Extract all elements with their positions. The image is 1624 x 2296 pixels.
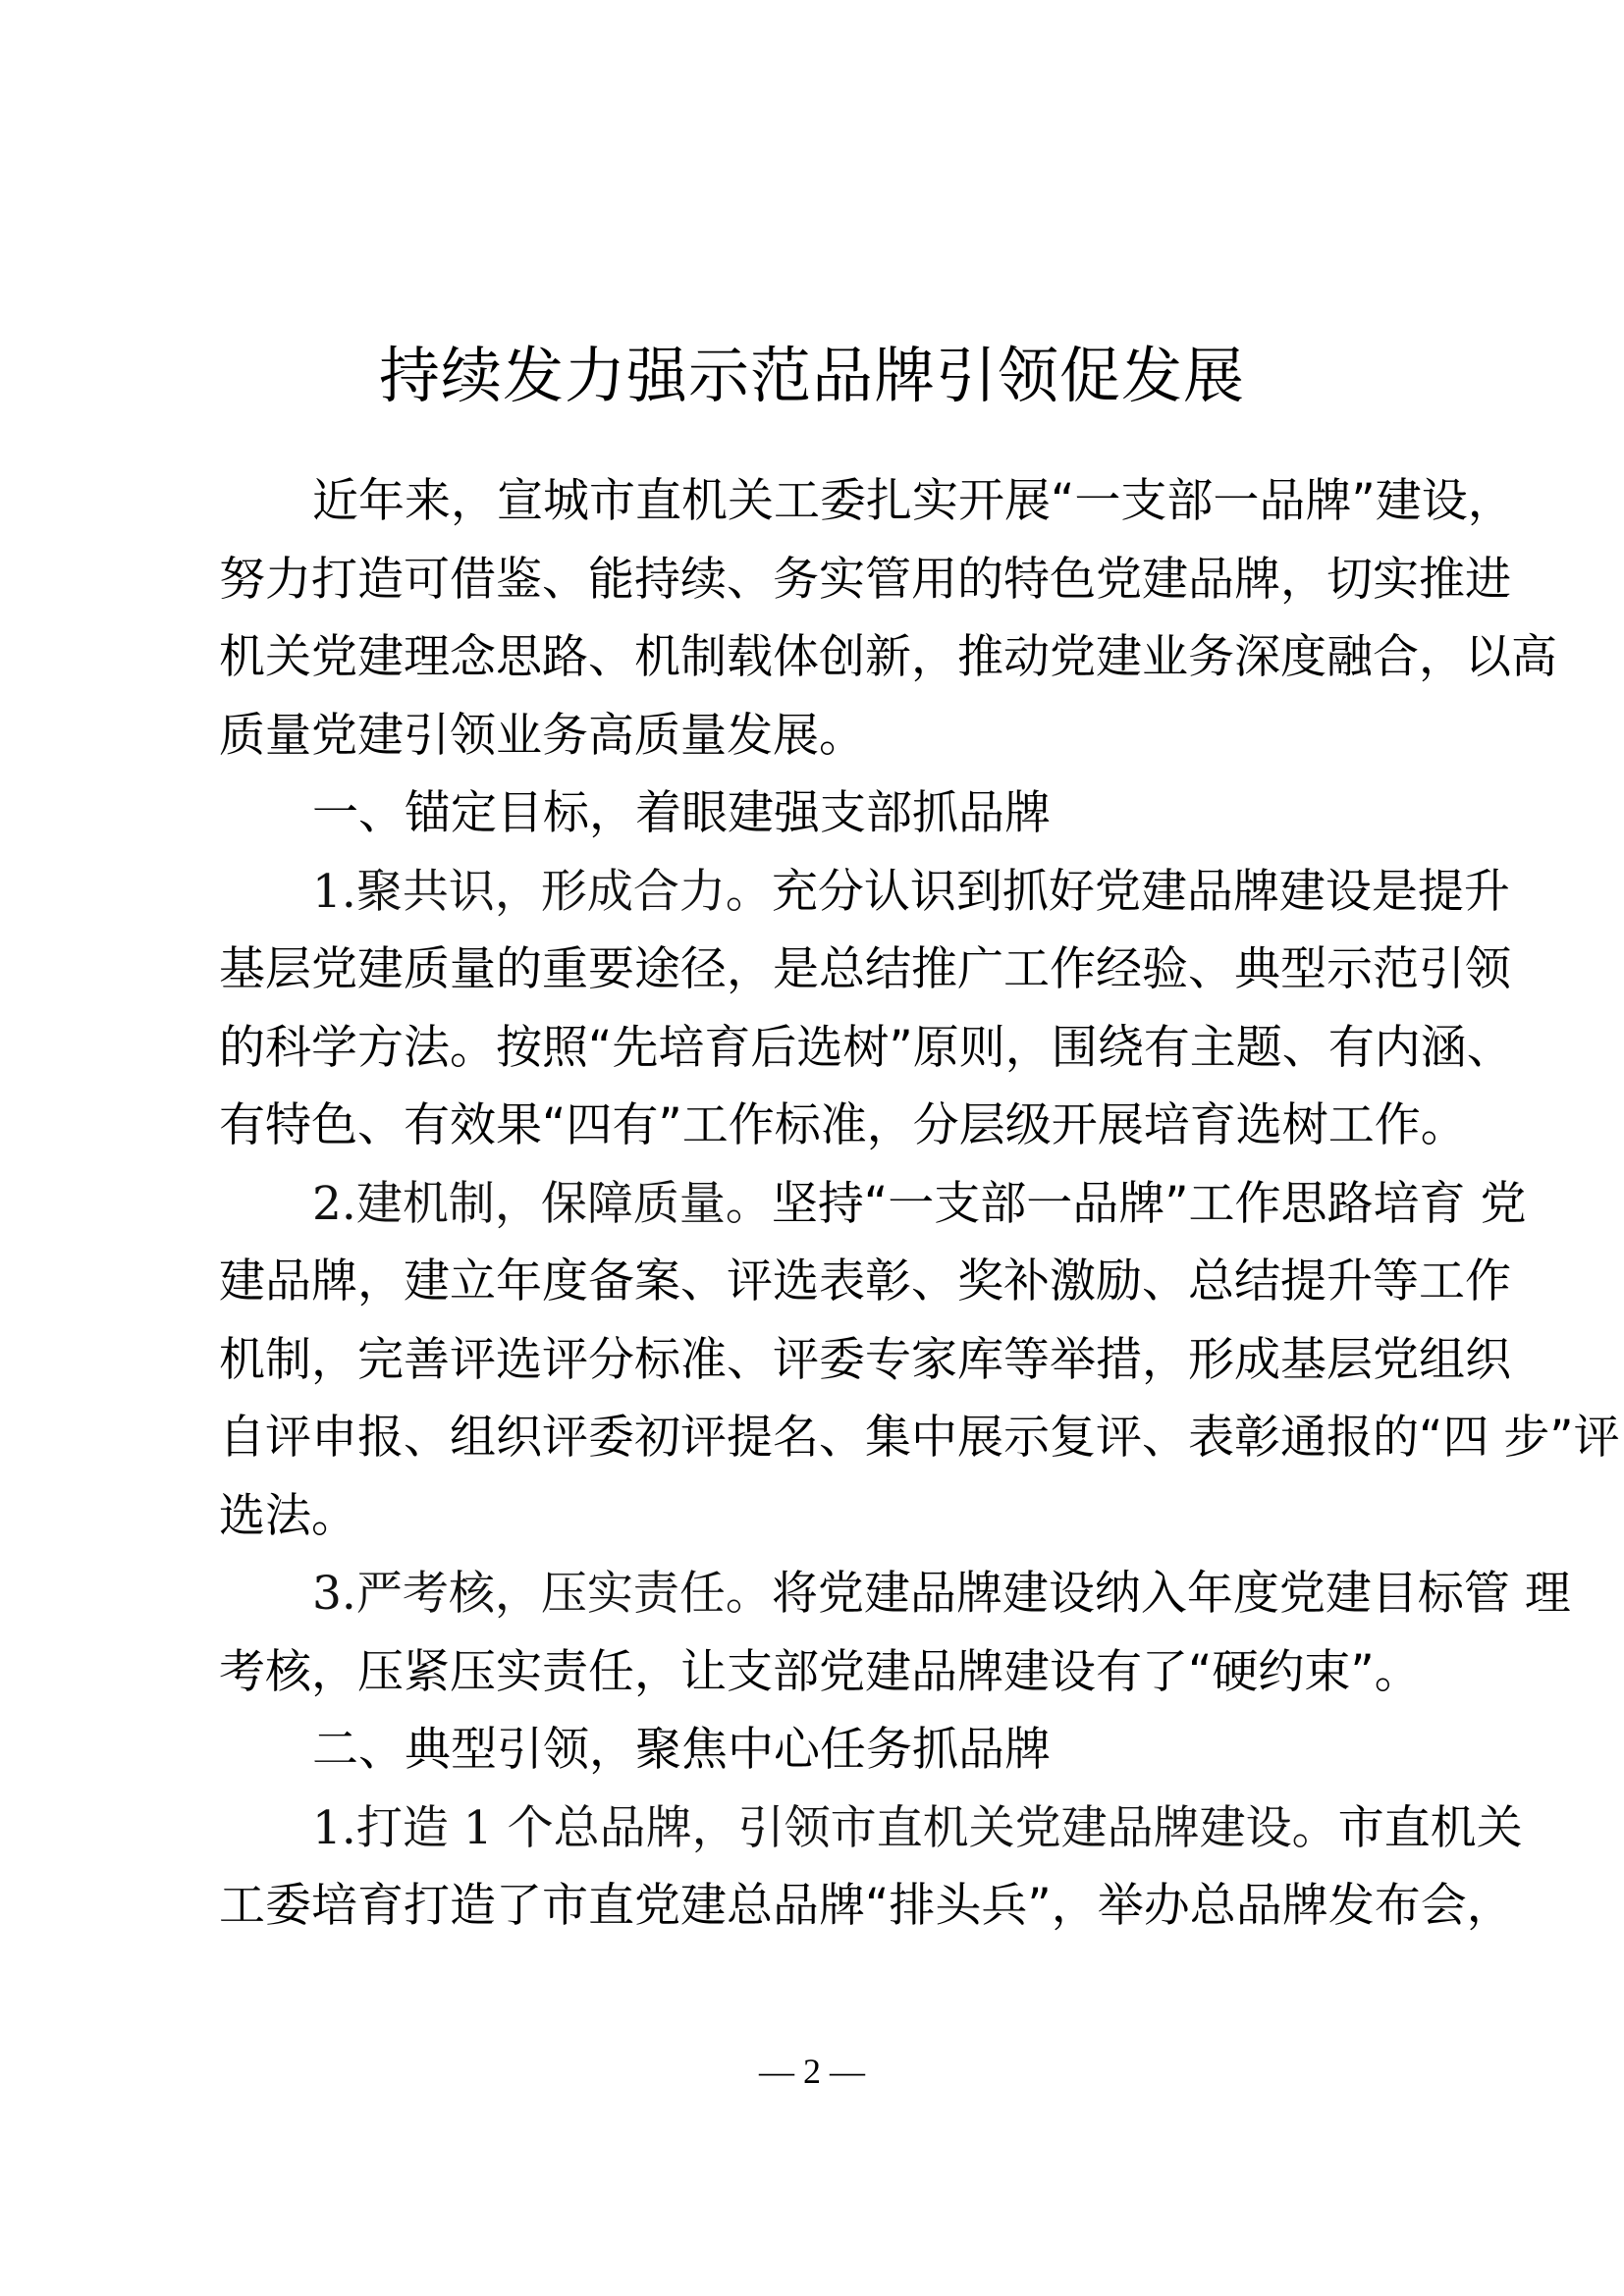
line-text: 近年来，宣城市直机关工委扎实开展“一支部一品牌”建设，: [312, 474, 1514, 528]
line-text: 将党建品牌建设纳入年度党建目标管 理: [771, 1567, 1571, 1621]
line-text: 有特色、有效果“四有”工作标准，分层级开展培育选树工作。: [219, 1098, 1467, 1152]
line-text: 机关党建理念思路、机制载体创新，推动党建业务深度融合，以高: [219, 630, 1557, 684]
text-line: [219, 931, 1511, 1009]
line-text: 市直机关: [1337, 1800, 1523, 1855]
line-text: 的科学方法。按照“先培育后选树”原则，围绕有主题、有内涵、: [219, 1020, 1513, 1075]
text-line: [219, 1789, 1523, 1868]
text-line: [219, 1555, 1571, 1633]
line-text: 基层党建质量的重要途径，是总结推广工作经验、典型示范引领: [219, 942, 1511, 996]
text-line: [219, 1633, 1439, 1712]
subsection-lead: 3.严考核，压实责任。: [312, 1567, 772, 1621]
line-text: 充分认识到抓好党建品牌建设是提升: [771, 864, 1510, 919]
line-text: 质量党建引领业务高质量发展。: [219, 708, 865, 763]
line-text: 选法。: [219, 1488, 357, 1543]
line-text: 考核，压紧压实责任，让支部党建品牌建设有了“硬约束”。: [219, 1644, 1421, 1699]
text-line: [219, 1321, 1511, 1400]
subsection-lead: 1.聚共识，形成合力。: [312, 864, 772, 919]
text-line: [219, 1243, 1511, 1321]
page-number: — 2 —: [759, 2052, 865, 2091]
document-title: 持续发力强示范品牌引领促发展: [378, 340, 1245, 411]
text-line: [219, 697, 1439, 775]
line-text: 努力打造可借鉴、能持续、务实管用的特色党建品牌，切实推进: [219, 552, 1511, 607]
document-body: [219, 462, 1620, 1946]
section-heading: [219, 1711, 1439, 1789]
line-text: 机制，完善评选评分标准、评委专家库等举措，形成基层党组织: [219, 1332, 1511, 1387]
line-text: 一、锚定目标，着眼建强支部抓品牌: [312, 786, 1051, 840]
line-text: 工委培育打造了市直党建总品牌“排头兵”，举办总品牌发布会，: [219, 1879, 1513, 1933]
subsection-lead: 2.建机制，保障质量。: [312, 1176, 772, 1231]
text-line: [219, 541, 1511, 619]
text-line: [219, 462, 1514, 541]
text-line: [219, 1165, 1527, 1244]
line-text: 坚持“一支部一品牌”工作思路培育 党: [771, 1176, 1527, 1231]
line-text: 建品牌，建立年度备案、评选表彰、奖补激励、总结提升等工作: [219, 1255, 1511, 1308]
text-line: [219, 1009, 1513, 1088]
text-line: [219, 1477, 1439, 1556]
subsection-lead: 1.打造 1 个总品牌，引领市直机关党建品牌建设。: [312, 1800, 1338, 1855]
text-line: [219, 1087, 1467, 1165]
text-line: [219, 1399, 1620, 1477]
text-line: [219, 853, 1510, 932]
text-line: [219, 618, 1557, 697]
line-text: 自评申报、组织评委初评提名、集中展示复评、表彰通报的“四 步”评: [219, 1411, 1620, 1465]
section-heading: [219, 774, 1439, 853]
text-line: [219, 1867, 1513, 1946]
line-text: 二、典型引领，聚焦中心任务抓品牌: [312, 1723, 1051, 1777]
